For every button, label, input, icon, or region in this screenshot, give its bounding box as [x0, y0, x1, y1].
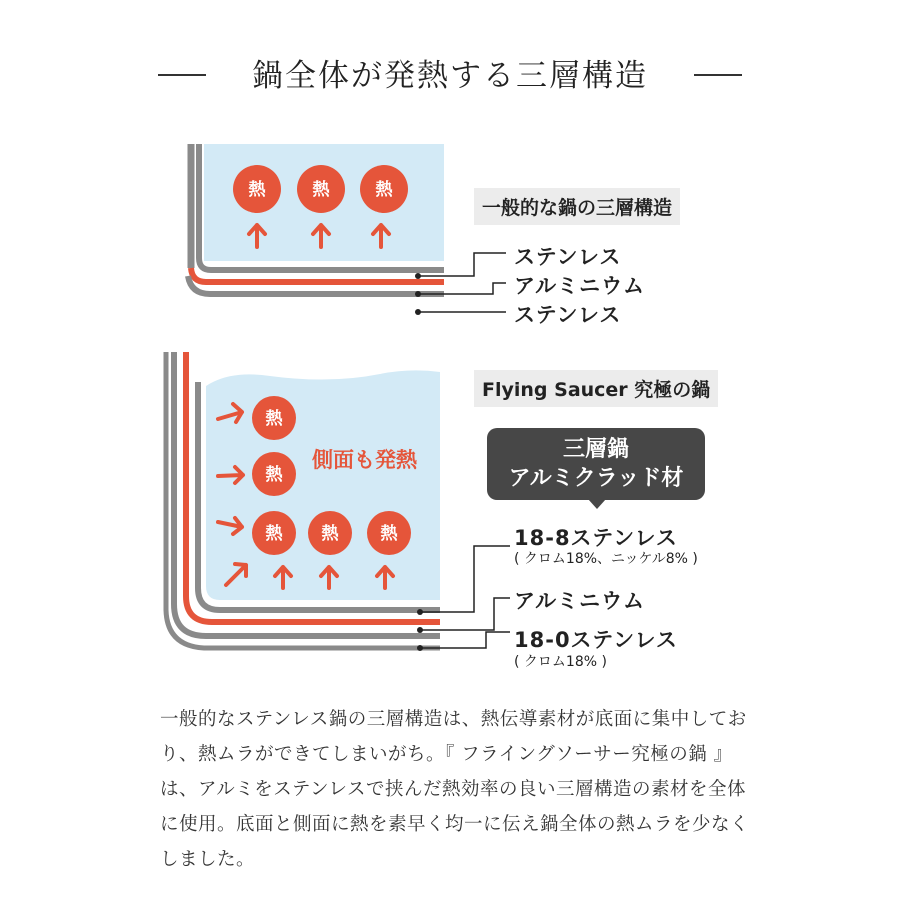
top-pot-diagram [188, 144, 506, 315]
leader-line [420, 598, 510, 630]
bottom-layer-sub-1: ( クロム18%、ニッケル8% ) [514, 551, 698, 567]
bottom-layer-label-3: 18-0ステンレス [514, 628, 678, 652]
top-diagram-label: 一般的な鍋の三層構造 [474, 188, 680, 225]
heat-label: 熱 [380, 524, 398, 544]
leader-dot [415, 309, 421, 315]
bottom-diagram-label: Flying Saucer 究極の鍋 [474, 370, 718, 407]
bottom-layer-label-2: アルミニウム [514, 589, 645, 613]
heat-label: 熱 [265, 524, 283, 544]
heat-label: 熱 [321, 524, 339, 544]
badge-line-1: 三層鍋 [562, 437, 629, 462]
top-layer-label-3: ステンレス [514, 303, 622, 327]
top-layer-label-2: アルミニウム [514, 274, 645, 298]
leader-dot [415, 291, 421, 297]
top-layer-label-1: ステンレス [514, 245, 622, 269]
bottom-layer-label-1: 18-8ステンレス [514, 526, 678, 550]
heat-label: 熱 [265, 409, 283, 429]
material-badge [487, 428, 705, 500]
bottom-pot-diagram [166, 352, 510, 651]
heat-label: 熱 [312, 180, 330, 200]
bottom-layer-sub-3: ( クロム18% ) [514, 654, 607, 670]
badge-pointer [588, 499, 606, 509]
heat-label: 熱 [375, 180, 393, 200]
description-text: 一般的なステンレス鍋の三層構造は、熱伝導素材が底面に集中しており、熱ムラができてしまいがち。『 フライングソーサー究極の鍋 』は、アルミをステンレスで挟んだ熱効率の良い三層構造の素材を全体に使用。底面と側面に熱を素早く均一に伝え鍋全体の熱ムラを少なくしました。 [160, 709, 750, 870]
leader-dot [417, 645, 423, 651]
side-heat-label: 側面も発熱 [312, 448, 417, 472]
heat-label: 熱 [248, 180, 266, 200]
heat-label: 熱 [265, 465, 283, 485]
leader-dot [415, 273, 421, 279]
badge-line-2: アルミクラッド材 [508, 466, 684, 491]
page-title: 鍋全体が発熱する三層構造 [252, 58, 648, 94]
leader-dot [417, 627, 423, 633]
leader-dot [417, 609, 423, 615]
